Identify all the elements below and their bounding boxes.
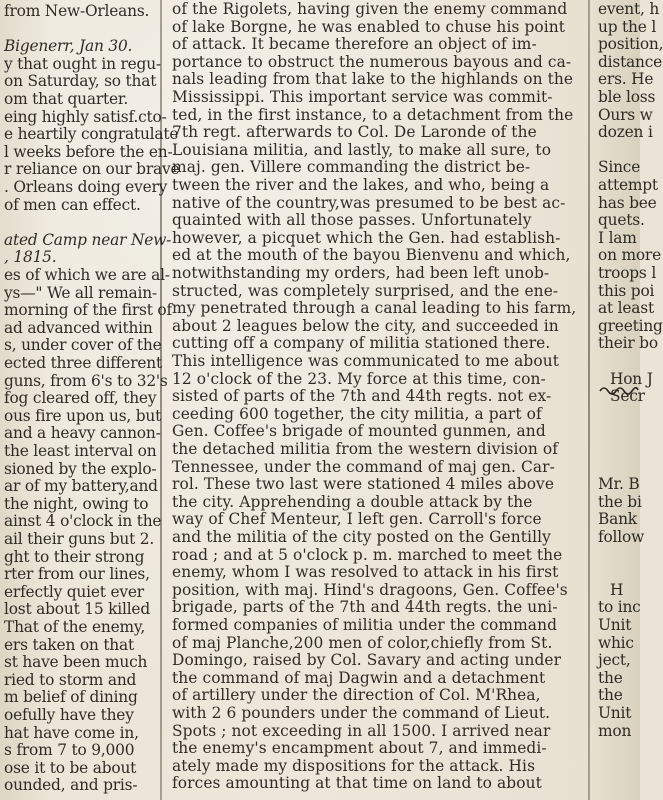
text-line: Spots ; not exceeding in all 1500. I arrived near <box>172 721 551 740</box>
text-line: the <box>598 668 623 687</box>
text-line: maj. gen. Villere commanding the district be- <box>172 158 531 177</box>
text-line: ated Camp near New- <box>4 230 172 249</box>
text-line: , 1815. <box>4 248 57 267</box>
text-line: up the l <box>598 17 657 36</box>
text-line: however, a picquet which the Gen. had establish- <box>172 228 561 247</box>
text-line: ed at the mouth of the bayou Bienvenu and which, <box>172 246 571 265</box>
text-line: distance <box>598 52 663 71</box>
text-line: the command of maj Dagwin and a detachment <box>172 668 546 687</box>
text-line: of maj Planche,200 men of color,chiefly from St. <box>172 633 553 652</box>
text-line: on more <box>598 246 661 265</box>
text-line: ainst 4 o'clock in the <box>4 512 162 531</box>
text-line: That of the enemy, <box>4 618 146 636</box>
text-line: ers. He <box>598 70 654 89</box>
text-line: this poi <box>598 281 655 300</box>
text-line: position, with maj. Hind's dragoons, Gen. Coffee's <box>172 580 568 599</box>
text-line: rter from our lines, <box>4 565 150 584</box>
text-line: hat have come in, <box>4 723 139 742</box>
text-line: tween the river and the lakes, and who, being a <box>172 176 550 194</box>
text-line: the night, owing to <box>4 494 149 513</box>
text-line: has bee <box>598 193 657 212</box>
text-line: brigade, parts of the 7th and 44th regts. the uni- <box>172 598 558 617</box>
text-line: ght to their strong <box>4 547 145 566</box>
text-line: native of the country,was presumed to be best ac- <box>172 193 566 212</box>
text-line: Bank <box>598 510 637 529</box>
text-line: my penetrated through a canal leading to his farm, <box>172 299 577 318</box>
text-line: ys—" We all remain- <box>4 283 157 302</box>
text-line: event, h <box>598 0 660 18</box>
text-line: y that ought in regu- <box>4 54 161 73</box>
center-column <box>166 0 584 800</box>
text-line: of lake Borgne, he was enabled to chuse his point <box>172 17 566 36</box>
text-line: s, under cover of the <box>4 336 162 355</box>
text-line: ad advanced within <box>4 318 153 337</box>
text-line: and a heavy cannon- <box>4 424 161 443</box>
text-line: position, <box>598 35 663 54</box>
text-line: the least interval on <box>4 442 157 460</box>
text-line: Bigenerr, Jan 30. <box>4 37 133 56</box>
text-line: the detached militia from the western division of <box>172 440 559 458</box>
text-line: forces amounting at that time on land to about <box>172 774 542 793</box>
text-line: the <box>598 686 623 705</box>
text-line: from New-Orleans. <box>4 2 150 20</box>
text-line: st have been much <box>4 653 148 672</box>
text-line: the bi <box>598 492 642 511</box>
text-line: erfectly quiet ever <box>4 582 144 601</box>
text-line: mon <box>598 721 632 740</box>
text-line: r reliance on our brave <box>4 160 180 179</box>
text-line: to inc <box>598 598 641 617</box>
text-line: 7th regt. afterwards to Col. De Laronde of the <box>172 123 537 142</box>
text-line: Mr. B <box>598 475 640 494</box>
text-line: Louisiana militia, and lastly, to make all sure, to <box>172 140 552 159</box>
text-line: road ; and at 5 o'clock p. m. marched to meet the <box>172 545 563 564</box>
text-line: quets. <box>598 211 645 230</box>
text-line: Domingo, raised by Col. Savary and acting under <box>172 651 562 670</box>
text-line: Hon J <box>610 369 653 388</box>
text-line: ail their guns but 2. <box>4 530 155 548</box>
text-line: ately made my dispositions for the attack. His <box>172 756 536 775</box>
text-line: sisted of parts of the 7th and 44th regts. not ex- <box>172 387 552 406</box>
text-line: Secr <box>610 387 645 406</box>
text-line: This intelligence was communicated to me about <box>172 352 559 370</box>
text-line: sioned by the explo- <box>4 459 157 478</box>
text-line: of the Rigolets, having given the enemy command <box>172 0 568 18</box>
text-line: Unit <box>598 704 632 722</box>
text-line: on Saturday, so that <box>4 72 157 91</box>
text-line: s from 7 to 9,000 <box>4 741 135 760</box>
text-line: with 2 6 pounders under the command of Lieut. <box>172 704 551 722</box>
text-line: oefully have they <box>4 706 134 724</box>
text-line: ounded, and pris- <box>4 776 138 795</box>
text-line: attempt <box>598 176 658 194</box>
text-line: ous fire upon us, but <box>4 406 162 425</box>
text-line: portance to obstruct the numerous bayous and ca- <box>172 52 572 71</box>
text-line: fog cleared off, they <box>4 389 157 408</box>
text-line: about 2 leagues below the city, and succeeded in <box>172 316 559 335</box>
text-line: their bo <box>598 334 658 353</box>
text-line: the city. Apprehending a double attack by the <box>172 492 533 511</box>
text-line: . Orleans doing every <box>4 178 168 196</box>
text-line: 12 o'clock of the 23. My force at this time, con- <box>172 369 546 388</box>
text-line: ceeding 600 together, the city militia, a part of <box>172 404 542 423</box>
text-line: structed, was completely surprised, and the ene- <box>172 281 559 300</box>
text-line: ected three different <box>4 354 162 372</box>
text-line: ers taken on that <box>4 635 134 654</box>
text-line: notwithstanding my orders, had been left unob- <box>172 264 550 282</box>
text-line: and the militia of the city posted on the Gentilly <box>172 528 551 546</box>
text-line: ted, in the first instance, to a detachment from the <box>172 105 574 124</box>
left-column <box>0 0 180 800</box>
text-line: Ours w <box>598 105 653 124</box>
text-line: lost about 15 killed <box>4 600 150 619</box>
text-line: Since <box>598 158 641 177</box>
text-line: the enemy's encampment about 7, and immedi- <box>172 739 547 758</box>
text-line: ried to storm and <box>4 670 137 689</box>
column-rule-right <box>588 0 590 800</box>
text-line: cutting off a company of militia stationed there. <box>172 334 551 353</box>
text-line: Unit <box>598 616 632 634</box>
text-line: quainted with all those passes. Unfortunately <box>172 211 532 230</box>
text-line: om that quarter. <box>4 90 129 108</box>
text-line: troops l <box>598 264 657 282</box>
text-line: Gen. Coffee's brigade of mounted gunmen, and <box>172 422 546 441</box>
text-line: way of Chef Menteur, I left gen. Carroll's force <box>172 510 542 529</box>
text-line: greeting <box>598 316 663 335</box>
text-line: follow <box>598 528 645 546</box>
text-line: of men can effect. <box>4 195 141 214</box>
text-line: ject, <box>598 651 631 670</box>
text-line: ose it to be about <box>4 758 137 777</box>
text-line: m belief of dining <box>4 688 138 707</box>
text-line: eing highly satisf.cto- <box>4 107 167 126</box>
text-line: H <box>610 580 624 599</box>
text-line: enemy, whom I was resolved to attack in his first <box>172 563 559 582</box>
text-line: rol. These two last were stationed 4 miles above <box>172 475 555 494</box>
right-column <box>592 0 663 800</box>
text-line: Mississippi. This important service was commit- <box>172 88 553 106</box>
text-line: dozen i <box>598 123 653 142</box>
text-line: of attack. It became therefore an object of im- <box>172 35 537 54</box>
text-line: e heartily congratulate <box>4 125 179 144</box>
text-line: formed companies of militia under the command <box>172 616 558 634</box>
text-line: ble loss <box>598 88 656 106</box>
text-line: l weeks before the en- <box>4 142 173 161</box>
text-line: ar of my battery,and <box>4 477 158 496</box>
text-line: of artillery under the direction of Col. M'Rhea, <box>172 686 541 705</box>
text-line: Tennessee, under the command of maj gen. Car- <box>172 457 555 476</box>
text-line: at least <box>598 299 654 318</box>
text-line: morning of the first of <box>4 301 172 320</box>
text-line: guns, from 6's to 32's <box>4 371 168 390</box>
text-line: es of which we are al- <box>4 266 170 284</box>
text-line: nals leading from that lake to the highlands on the <box>172 70 574 89</box>
text-line: whic <box>598 633 634 652</box>
text-line: I lam <box>598 228 637 247</box>
